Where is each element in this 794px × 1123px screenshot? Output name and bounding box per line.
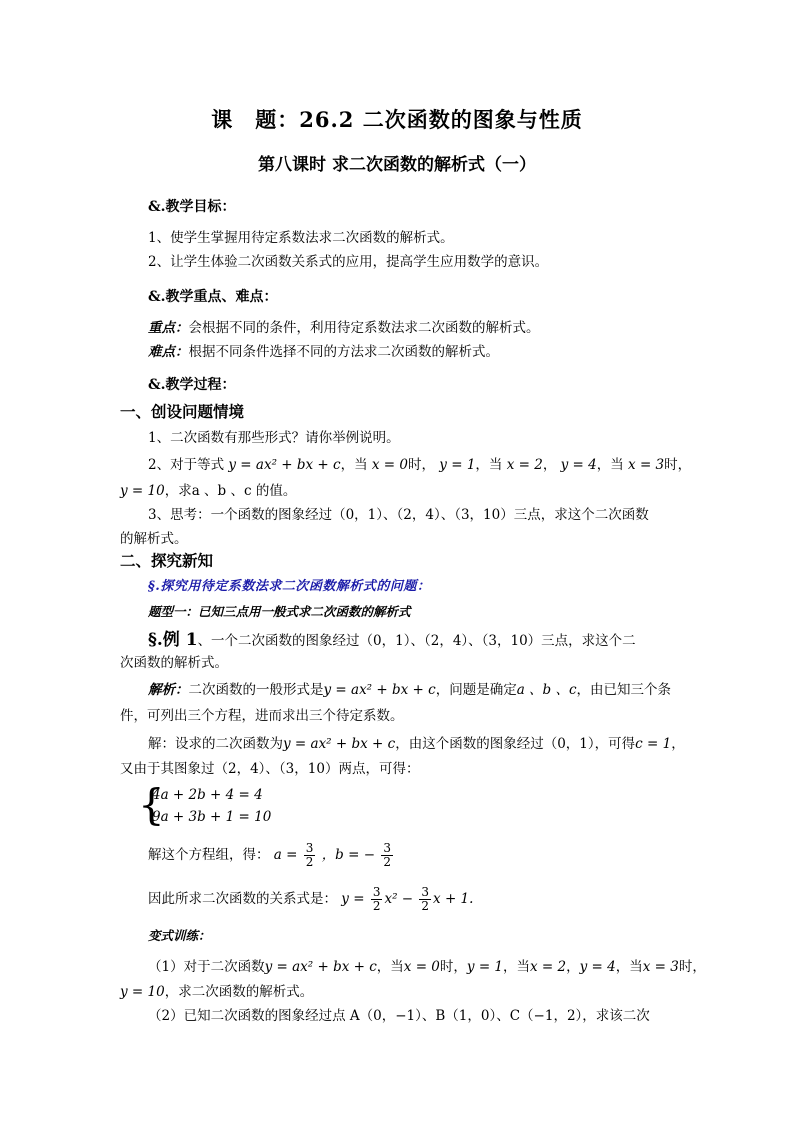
a-lhs: a = [273,847,298,863]
lesson-subtitle: 第八课时 求二次函数的解析式（一） [258,155,536,175]
analysis-text-b: ，问题是确定 [435,682,517,698]
type1-heading: 题型一：已知三点用一般式求二次函数的解析式 [148,604,411,619]
result-text: 因此所求二次函数的关系式是： [148,891,337,907]
v1-line2-equation: y = 10 [120,984,165,1000]
result-x2: x² − [384,891,414,907]
b-denominator: 2 [383,855,391,869]
v1-cond-2: y = 1 [466,959,504,975]
key-point-label: 重点： [148,320,189,336]
goals-heading: &.教学目标： [148,199,236,215]
variant-2-line1: （2）已知二次函数的图象经过点 A（0，−1）、B（1，0）、C（−1，2），求该二次 [148,1008,650,1024]
v1-cond-1: x = 0 [403,959,440,975]
v1-line2-text: ，求二次函数的解析式。 [164,984,314,1000]
a-fraction [304,842,316,869]
part1-heading: 一、创设问题情境 [120,402,245,421]
q2-cond-1: x = 0 [371,457,408,473]
result-fraction-2 [419,886,431,913]
difficult-point [148,340,499,360]
focus-heading: &.教学重点、难点： [148,289,278,305]
solution-equation: y = ax² + bx + c [283,736,396,752]
key-point-text: 会根据不同的条件，利用待定系数法求二次函数的解析式。 [188,320,540,336]
example-1-line2: 次函数的解析式。 [120,655,228,671]
solution-text-a: 解：设求的二次函数为 [148,736,283,752]
analysis-equation: y = ax² + bx + c [323,682,436,698]
topic-heading: §.探究用待定系数法求二次函数解析式的问题： [148,579,431,594]
variant-heading: 变式训练： [148,928,211,943]
system-equation-1: 4a + 2b + 4 = 4 [152,787,263,803]
goal-item-1: 1、使学生掌握用待定系数法求二次函数的解析式。 [148,230,454,246]
solution-line1 [148,732,685,752]
process-heading: &.教学过程： [148,377,236,393]
result-num-1: 3 [372,885,381,899]
analysis-line2: 件，可列出三个方程，进而求出三个待定系数。 [120,708,404,724]
variant-1-line1 [148,955,706,975]
q2-text-b: ，当 [340,457,368,473]
b-lhs: ，b = − [321,847,376,863]
solution-c-value: c = 1 [635,736,672,752]
q2-text-d: 时， [408,457,435,473]
goal-item-2: 2、让学生体验二次函数关系式的应用，提高学生应用数学的意识。 [148,254,549,270]
b-numerator: 3 [383,841,391,855]
v1-text-h: 时， [678,959,706,975]
q2-line2-equation: y = 10 [120,483,165,499]
example-1-line1 [148,625,636,650]
q2-text-g: ，当 [596,457,624,473]
v1-text-e: ，当 [503,959,531,975]
question-3-line2: 的解析式。 [120,531,188,547]
solve-text: 解这个方程组，得： [148,847,270,863]
lesson-title: 课 题：26.2 二次函数的图象与性质 [211,107,583,132]
v1-text-f: ， [566,959,580,975]
v1-cond-5: x = 3 [642,959,679,975]
system-equation-2: 9a + 3b + 1 = 10 [152,809,272,825]
solution-text-b: ，由这个函数的图象经过（0，1），可得 [395,736,636,752]
v1-cond-4: y = 4 [579,959,616,975]
b-fraction [381,842,393,869]
analysis-text-a: 二次函数的一般形式是 [188,682,324,698]
question-1: 1、二次函数有那些形式？请你举例说明。 [148,430,400,446]
system-brace: { [138,780,165,829]
a-numerator: 3 [305,841,314,855]
analysis-line1 [148,678,671,698]
v1-text-b: ，当 [376,959,404,975]
q2-text-a: 2、对于等式 [148,457,225,473]
difficult-point-label: 难点： [148,344,189,360]
question-2-line1 [148,453,691,473]
result-tail: x + 1. [433,891,474,907]
question-3-line1: 3、思考：一个函数的图象经过（0，1）、（2，4）、（3，10）三点，求这个二次函数 [148,507,649,523]
q2-line2-text: ，求a 、b 、c 的值。 [164,483,297,499]
q2-cond-3: x = 2 [506,457,543,473]
result-den-1: 2 [372,899,381,913]
result-den-2: 2 [421,899,430,913]
q2-text-e: ，当 [475,457,503,473]
result-fraction-1 [371,886,383,913]
result-line [148,886,473,913]
key-point [148,316,540,336]
v1-text-a: （1）对于二次函数 [148,959,265,975]
q2-text-h: 时， [664,457,692,473]
q2-cond-2: y = 1 [439,457,476,473]
example-1-label: §.例 1 [148,630,198,650]
v1-cond-3: x = 2 [530,959,567,975]
q2-cond-4: y = 4 [560,457,597,473]
a-denominator: 2 [305,855,314,869]
variant-1-line2 [120,980,313,1000]
q2-cond-5: x = 3 [628,457,665,473]
solution-line2: 又由于其图象过（2，4）、（3，10）两点，可得： [120,761,420,777]
question-2-line2 [120,479,296,499]
v1-equation: y = ax² + bx + c [264,959,377,975]
result-num-2: 3 [421,885,430,899]
difficult-point-text: 根据不同条件选择不同的方法求二次函数的解析式。 [188,344,499,360]
analysis-label: 解析： [148,682,189,698]
q2-text-f: ， [542,457,557,473]
solve-line [148,842,395,869]
q2-equation: y = ax² + bx + c [228,457,341,473]
analysis-text-c: ，由已知三个条 [576,682,672,698]
v1-text-d: 时， [439,959,467,975]
v1-text-g: ，当 [615,959,643,975]
analysis-abc: a 、b 、c [516,682,577,698]
solution-text-c: ， [671,736,685,752]
result-y: y = [341,891,365,907]
example-1-text: 、一个二次函数的图象经过（0，1）、（2，4）、（3，10）三点，求这个二 [197,633,636,649]
part2-heading: 二、探究新知 [120,551,214,570]
